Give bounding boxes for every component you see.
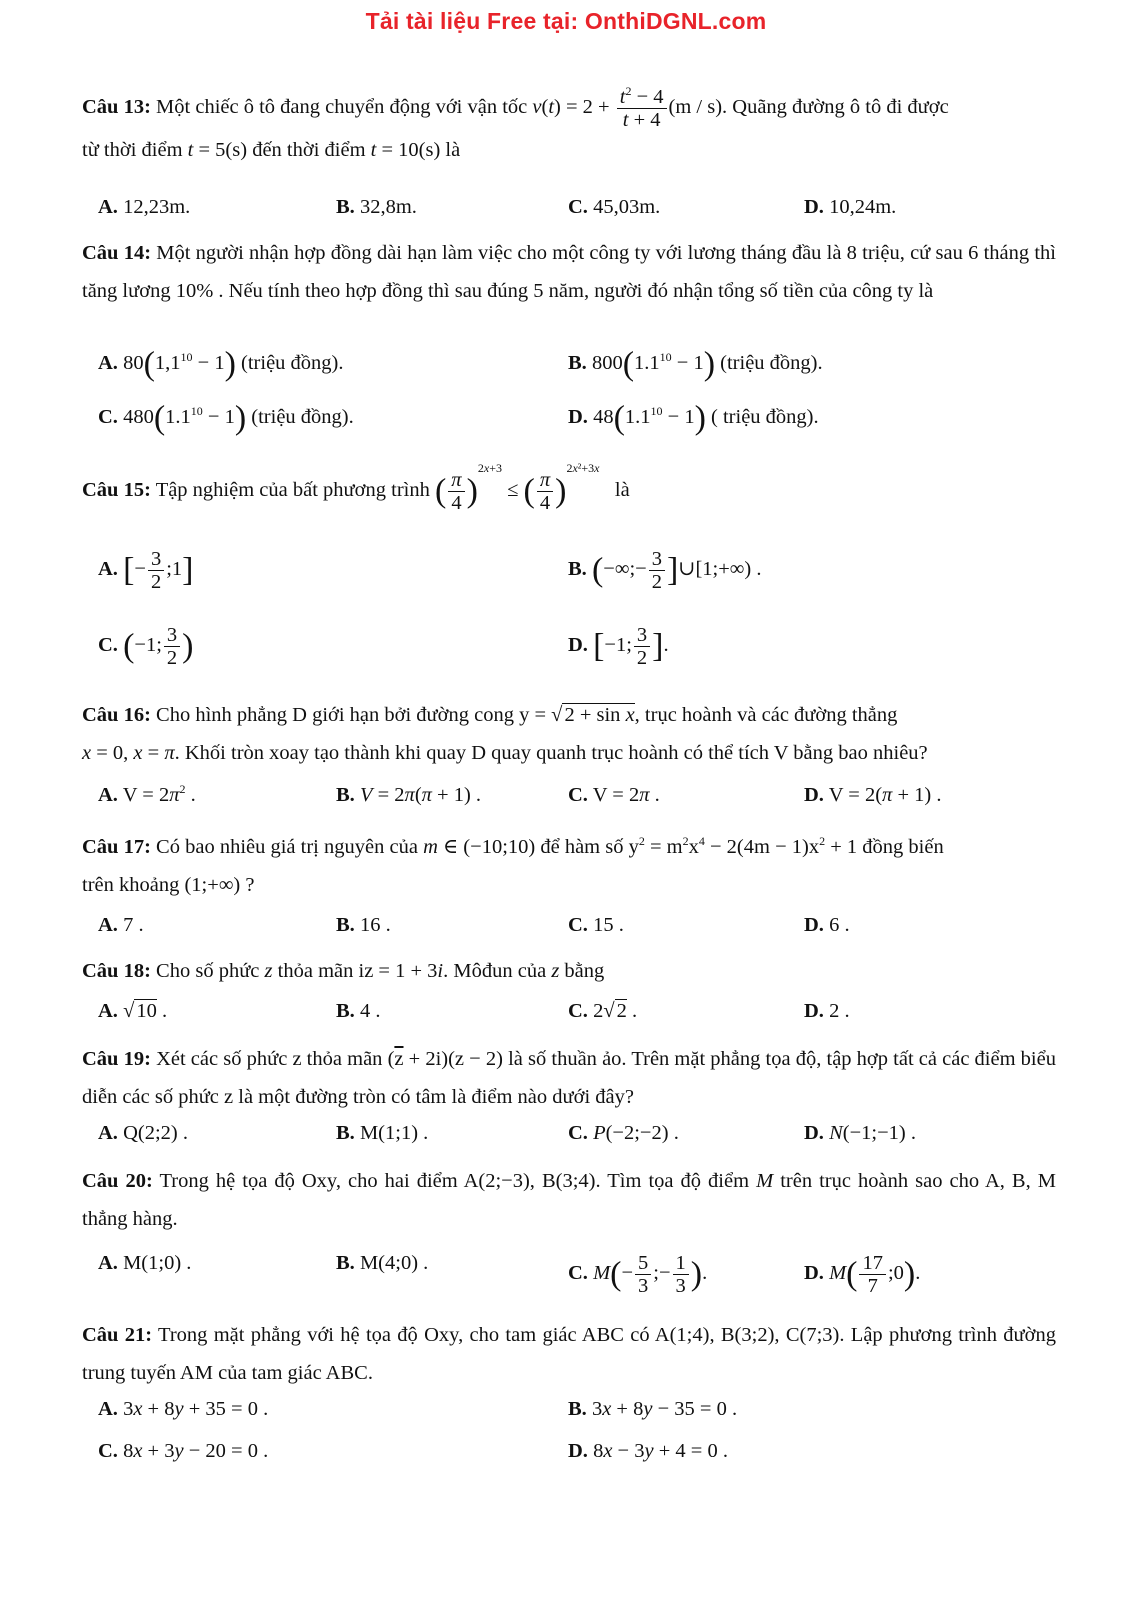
question-19-options xyxy=(98,1122,1058,1162)
question-16: Câu 16: Cho hình phẳng D giới hạn bởi đường cong y = √2 + sin x, trục hoành và các đường thẳng x = 0, x = π. Khối tròn xoay tạo thành khi quay D quay quanh trục hoành có thể tích V bằng bao nhiêu? xyxy=(82,704,928,764)
option-d[interactable]: D. [−1; $\frac{3}{2}$ ]. xyxy=(568,624,669,669)
option-a[interactable]: A. 7 . xyxy=(98,914,144,936)
option-d[interactable]: D. 8x − 3y + 4 = 0 . xyxy=(568,1440,728,1462)
option-a[interactable]: A. 12,23m. xyxy=(98,196,191,218)
question-13-options xyxy=(98,196,1058,236)
question-21-options-row1 xyxy=(98,1398,1058,1438)
option-c[interactable]: C. M(− $\frac{5}{3}$ ;− $\frac{1}{3}$ ). xyxy=(568,1252,708,1297)
option-c[interactable]: C. 2√2 . xyxy=(568,1000,638,1022)
option-d[interactable]: D. 10,24m. xyxy=(804,196,897,218)
option-a[interactable]: A. $V = 2\pi^2$ . xyxy=(98,782,196,806)
option-b[interactable]: B. 4 . xyxy=(336,1000,381,1022)
option-c[interactable]: C. P(−2;−2) . xyxy=(568,1122,679,1144)
option-c[interactable]: C. 8x + 3y − 20 = 0 . xyxy=(98,1440,269,1462)
question-18: Câu 18: Cho số phức z thỏa mãn iz = 1 + 3i. Môđun của z bằng xyxy=(82,960,605,982)
option-d[interactable]: D. M( $\frac{17}{7}$ ;0). xyxy=(804,1252,921,1297)
option-c[interactable]: C. 45,03m. xyxy=(568,196,661,218)
question-20-options xyxy=(98,1252,1058,1297)
option-b[interactable]: B. (−∞;− $\frac{3}{2}$ ]∪[1;+∞) . xyxy=(568,548,762,593)
option-a[interactable]: A. $80(1,1^{10} - 1)$ (triệu đồng). xyxy=(98,345,344,383)
inequality-formula: ( $\frac{\pi}{4}$ )$^{2x+3}$ ≤ ( $\frac{\pi}{4}$ )$^{2x^2+3x}$ xyxy=(434,461,600,514)
option-d[interactable]: D. V = 2(π + 1) . xyxy=(804,784,942,806)
option-b[interactable]: B. M(4;0) . xyxy=(336,1252,429,1274)
option-a[interactable]: A. Q(2;2) . xyxy=(98,1122,188,1144)
question-16-options xyxy=(98,784,1058,824)
option-b[interactable]: B. M(1;1) . xyxy=(336,1122,429,1144)
option-b[interactable]: B. 16 . xyxy=(336,914,391,936)
question-17: Câu 17: Có bao nhiêu giá trị nguyên của m ∈ (−10;10) để hàm số $y^2 = m^2x^4 - 2(4m - 1)x^2 + 1$ đồng biến trên khoảng (1;+∞) ? xyxy=(82,834,944,896)
option-d[interactable]: D. 6 . xyxy=(804,914,850,936)
question-label: Câu 13: xyxy=(82,96,151,119)
option-b[interactable]: B. 3x + 8y − 35 = 0 . xyxy=(568,1398,738,1420)
option-a[interactable]: A. [− $\frac{3}{2}$ ;1] xyxy=(98,548,194,593)
option-b[interactable]: B. V = 2π(π + 1) . xyxy=(336,784,482,806)
question-20: Câu 20: Trong hệ tọa độ Oxy, cho hai điểm A(2;−3), B(3;4). Tìm tọa độ điểm M trên trục hoành sao cho A, B, M thẳng hàng. xyxy=(82,1170,1056,1230)
option-b[interactable]: B. $800(1.1^{10} - 1)$ (triệu đồng). xyxy=(568,345,823,383)
option-c[interactable]: C. (−1; $\frac{3}{2}$ ) xyxy=(98,624,194,669)
question-14-options-row1 xyxy=(98,345,1058,392)
option-d[interactable]: D. $48(1.1^{10} - 1)$ ( triệu đồng). xyxy=(568,399,819,437)
question-15: Câu 15: Tập nghiệm của bất phương trình ( $\frac{\pi}{4}$ )$^{2x+3}$ ≤ ( $\frac{\pi}{4}$ )$^{2x^2+3x}$ là xyxy=(82,461,630,514)
question-14-options-row2 xyxy=(98,399,1058,446)
option-c[interactable]: C. V = 2π . xyxy=(568,784,660,806)
option-b[interactable]: B. 32,8m. xyxy=(336,196,417,218)
question-21-options-row2 xyxy=(98,1440,1058,1480)
question-13: Câu 13: Một chiếc ô tô đang chuyển động với vận tốc v(t) = 2 + $\frac{t^2 - 4}{t + 4}$ (m / s). Quãng đường ô tô đi được từ thời điểm t = 5(s) đến thời điểm t = 10(s) là xyxy=(82,84,949,161)
option-a[interactable]: A. M(1;0) . xyxy=(98,1252,192,1274)
question-15-options-row1 xyxy=(98,548,1058,593)
option-c[interactable]: C. $480(1.1^{10} - 1)$ (triệu đồng). xyxy=(98,399,354,437)
option-a[interactable]: A. √10 . xyxy=(98,1000,168,1022)
option-a[interactable]: A. 3x + 8y + 35 = 0 . xyxy=(98,1398,269,1420)
velocity-formula: v(t) = 2 + $\frac{t^2 - 4}{t + 4}$ (m / s) xyxy=(532,84,723,131)
option-d[interactable]: D. N(−1;−1) . xyxy=(804,1122,916,1144)
option-d[interactable]: D. 2 . xyxy=(804,1000,850,1022)
question-17-options xyxy=(98,914,1058,954)
question-14: Câu 14: Một người nhận hợp đồng dài hạn làm việc cho một công ty với lương tháng đầu là 8 triệu, cứ sau 6 tháng thì tăng lương 10% . Nếu tính theo hợp đồng thì sau đúng 5 năm, người đó nhận tổng số tiền của công ty là xyxy=(82,242,1056,302)
question-19: Câu 19: Xét các số phức z thỏa mãn $(\overline{z} + 2i)(z - 2)$ là số thuần ảo. Trên mặt phẳng tọa độ, tập hợp tất cả các điểm biểu diễn các số phức z là một đường tròn có tâm là điểm nào dưới đây? xyxy=(82,1048,1056,1108)
site-header-banner: Tải tài liệu Free tại: OnthiDGNL.com xyxy=(365,8,767,34)
option-c[interactable]: C. 15 . xyxy=(568,914,624,936)
question-21: Câu 21: Trong mặt phẳng với hệ tọa độ Oxy, cho tam giác ABC có A(1;4), B(3;2), C(7;3). Lập phương trình đường trung tuyến AM của tam giác ABC. xyxy=(82,1324,1056,1384)
question-18-options xyxy=(98,1000,1058,1040)
question-15-options-row2 xyxy=(98,624,1058,669)
